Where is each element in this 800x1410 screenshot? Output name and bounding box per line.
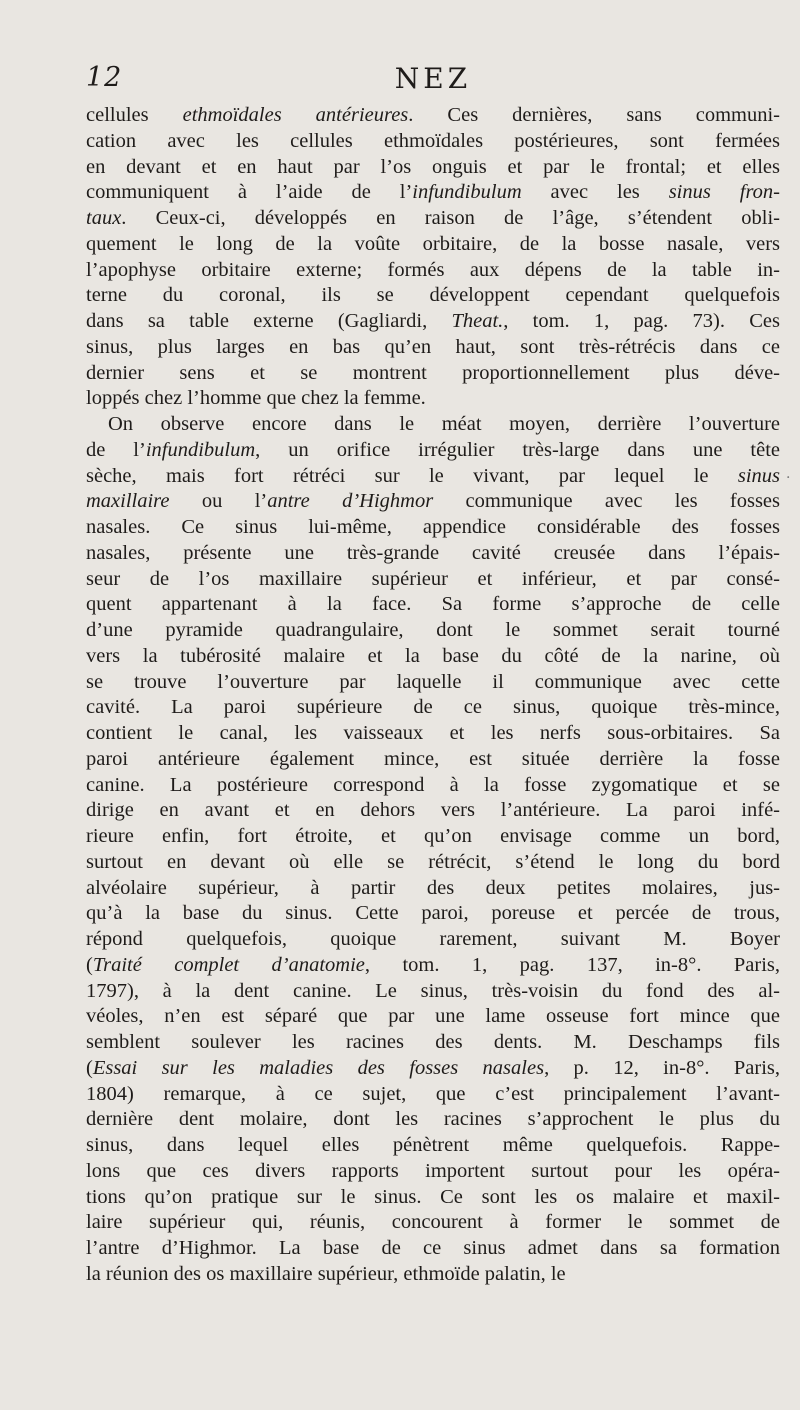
text-run: nasales. Ce sinus lui-même, appendice considérable des fosses [86, 516, 780, 538]
text-line [86, 1056, 780, 1082]
text-run: semblent soulever les racines des dents. M. Deschamps fils [86, 1031, 780, 1053]
text-run: cellules [86, 104, 183, 126]
text-run: cation avec les cellules ethmoïdales postérieures, sont fermées [86, 129, 780, 152]
text-run: On observe encore dans le méat moyen, derrière l’ouverture [108, 413, 780, 435]
text-run: qu’à la base du sinus. Cette paroi, poreuse et percée de trous, [86, 902, 780, 925]
text-run: lons que ces divers rapports importent surtout pour les opéra- [86, 1159, 780, 1182]
italic-text: Traité complet d’anatomie [92, 953, 365, 976]
text-line [86, 335, 780, 361]
text-line [86, 747, 780, 773]
text-run: sèche, mais fort rétréci sur le vivant, par lequel le [86, 464, 738, 487]
page-edge-mark: · [786, 470, 791, 486]
text-line [86, 1262, 780, 1288]
italic-text: sinus [737, 464, 780, 487]
running-title: NEZ [394, 62, 472, 95]
page-header [86, 62, 780, 98]
text-run: sinus, dans lequel elles pénètrent même quelquefois. Rappe- [86, 1134, 780, 1156]
text-run: alvéolaire supérieur, à partir des deux petites molaires, jus- [86, 876, 780, 899]
text-run: ou l’ [169, 490, 268, 513]
text-run: l’apophyse orbitaire externe; formés aux dépens de la table in- [86, 258, 780, 281]
text-line [86, 438, 780, 464]
italic-text: infundibulum [145, 438, 256, 461]
text-run: dirige en avant et en dehors vers l’antérieure. La paroi infé- [86, 799, 780, 822]
text-run: se trouve l’ouverture par laquelle il communique avec cette [86, 670, 780, 693]
text-line [86, 180, 780, 206]
text-line [86, 1133, 780, 1159]
text-run: répond quelquefois, quoique rarement, suivant M. Boyer [86, 928, 780, 950]
text-line [86, 953, 780, 979]
text-run: terne du coronal, ils se développent cependant quelquefois [86, 284, 780, 307]
text-run: d’une pyramide quadrangulaire, dont le sommet serait tourné [86, 619, 780, 641]
text-run: cavité. La paroi supérieure de ce sinus, quoique très-mince, [86, 696, 780, 719]
text-run: communiquent à l’aide de l’ [86, 181, 413, 204]
text-run: rieure enfin, fort étroite, et qu’on envisage comme un bord, [86, 825, 780, 847]
text-line [86, 1185, 780, 1211]
text-run: de l’ [86, 438, 146, 461]
text-line [86, 824, 780, 850]
text-run: , tom. 1, pag. 137, in-8°. Paris, [364, 953, 780, 976]
text-run: seur de l’os maxillaire supérieur et inférieur, et par consé- [86, 567, 780, 590]
text-line [86, 1082, 780, 1108]
text-line [86, 232, 780, 258]
text-line [86, 1107, 780, 1133]
text-line [86, 695, 780, 721]
text-line [86, 592, 780, 618]
text-run: vers la tubérosité malaire et la base du côté de la narine, où [86, 644, 780, 667]
text-run: dernière dent molaire, dont les racines s’approchent le plus du [86, 1108, 780, 1131]
text-line [86, 515, 780, 541]
text-run: la réunion des os maxillaire supérieur, ethmoïde palatin, le [86, 1262, 566, 1285]
text-line [86, 927, 780, 953]
text-line [86, 876, 780, 902]
text-run: communique avec les fosses [433, 490, 780, 513]
text-line [86, 258, 780, 284]
text-run: nasales, présente une très-grande cavité creusée dans l’épais- [86, 541, 780, 564]
text-line [86, 850, 780, 876]
text-run: quent appartenant à la face. Sa forme s’approche de celle [86, 593, 780, 616]
text-run: canine. La postérieure correspond à la fosse zygomatique et se [86, 773, 780, 796]
text-line [86, 155, 780, 181]
text-line [86, 103, 780, 129]
text-line [86, 798, 780, 824]
text-line [86, 567, 780, 593]
text-line [86, 129, 780, 155]
italic-text: Theat. [451, 310, 504, 332]
text-run: laire supérieur qui, réunis, concourent à former le sommet de [86, 1211, 780, 1234]
text-line [86, 489, 780, 515]
text-line [86, 206, 780, 232]
italic-text: taux [86, 207, 122, 229]
italic-text: sinus fron- [668, 181, 780, 204]
text-line [86, 283, 780, 309]
text-line [86, 1030, 780, 1056]
text-run: surtout en devant où elle se rétrécit, s’étend le long du bord [86, 850, 780, 873]
text-line [86, 644, 780, 670]
text-run: tions qu’on pratique sur le sinus. Ce sont les os malaire et maxil- [86, 1185, 780, 1208]
text-line [86, 361, 780, 387]
text-run: loppés chez l’homme que chez la femme. [86, 387, 426, 410]
italic-text: ethmoïdales antérieures [182, 104, 409, 126]
text-run: contient le canal, les vaisseaux et les nerfs sous-orbitaires. Sa [86, 722, 780, 744]
italic-text: antre d’Highmor [267, 490, 434, 513]
text-line [86, 1004, 780, 1030]
text-run: en devant et en haut par l’os onguis et par le frontal; et elles [86, 155, 780, 178]
text-run: 1797), à la dent canine. Le sinus, très-voisin du fond des al- [86, 979, 780, 1002]
italic-text: maxillaire [86, 490, 170, 513]
text-run: dernier sens et se montrent proportionnellement plus déve- [86, 361, 780, 384]
text-line [86, 979, 780, 1005]
text-line [86, 309, 780, 335]
text-run: avec les [521, 181, 669, 204]
text-line [86, 464, 780, 490]
text-line [86, 412, 780, 438]
text-run: 1804) remarque, à ce sujet, que c’est principalement l’avant- [86, 1082, 780, 1105]
text-line [86, 386, 780, 412]
text-run: , tom. 1, pag. 73). Ces [503, 310, 780, 332]
text-line [86, 1236, 780, 1262]
text-line [86, 901, 780, 927]
text-run: ( [86, 953, 93, 976]
text-run: l’antre d’Highmor. La base de ce sinus admet dans sa formation [86, 1237, 780, 1259]
page-number: 12 [86, 62, 123, 93]
text-line [86, 1210, 780, 1236]
italic-text: infundibulum [412, 181, 522, 204]
text-run: . Ceux-ci, développés en raison de l’âge, s’étendent obli- [121, 207, 780, 229]
text-run: quement le long de la voûte orbitaire, de la bosse nasale, vers [86, 232, 780, 255]
body-text [86, 103, 780, 1288]
text-line [86, 541, 780, 567]
text-run: véoles, n’en est séparé que par une lame osseuse fort mince que [86, 1005, 780, 1028]
italic-text: Essai sur les maladies des fosses nasales [92, 1056, 545, 1079]
text-line [86, 670, 780, 696]
text-line [86, 721, 780, 747]
text-run: . Ces dernières, sans communi- [408, 104, 780, 126]
text-run: sinus, plus larges en bas qu’en haut, sont très-rétrécis dans ce [86, 335, 780, 358]
text-run: , un orifice irrégulier très-large dans une tête [255, 438, 781, 461]
text-line [86, 618, 780, 644]
text-run: ( [86, 1056, 93, 1079]
text-run: dans sa table externe (Gagliardi, [86, 310, 452, 332]
text-run: paroi antérieure également mince, est située derrière la fosse [86, 747, 780, 770]
text-run: , p. 12, in-8°. Paris, [544, 1056, 780, 1079]
text-line [86, 1159, 780, 1185]
text-line [86, 773, 780, 799]
